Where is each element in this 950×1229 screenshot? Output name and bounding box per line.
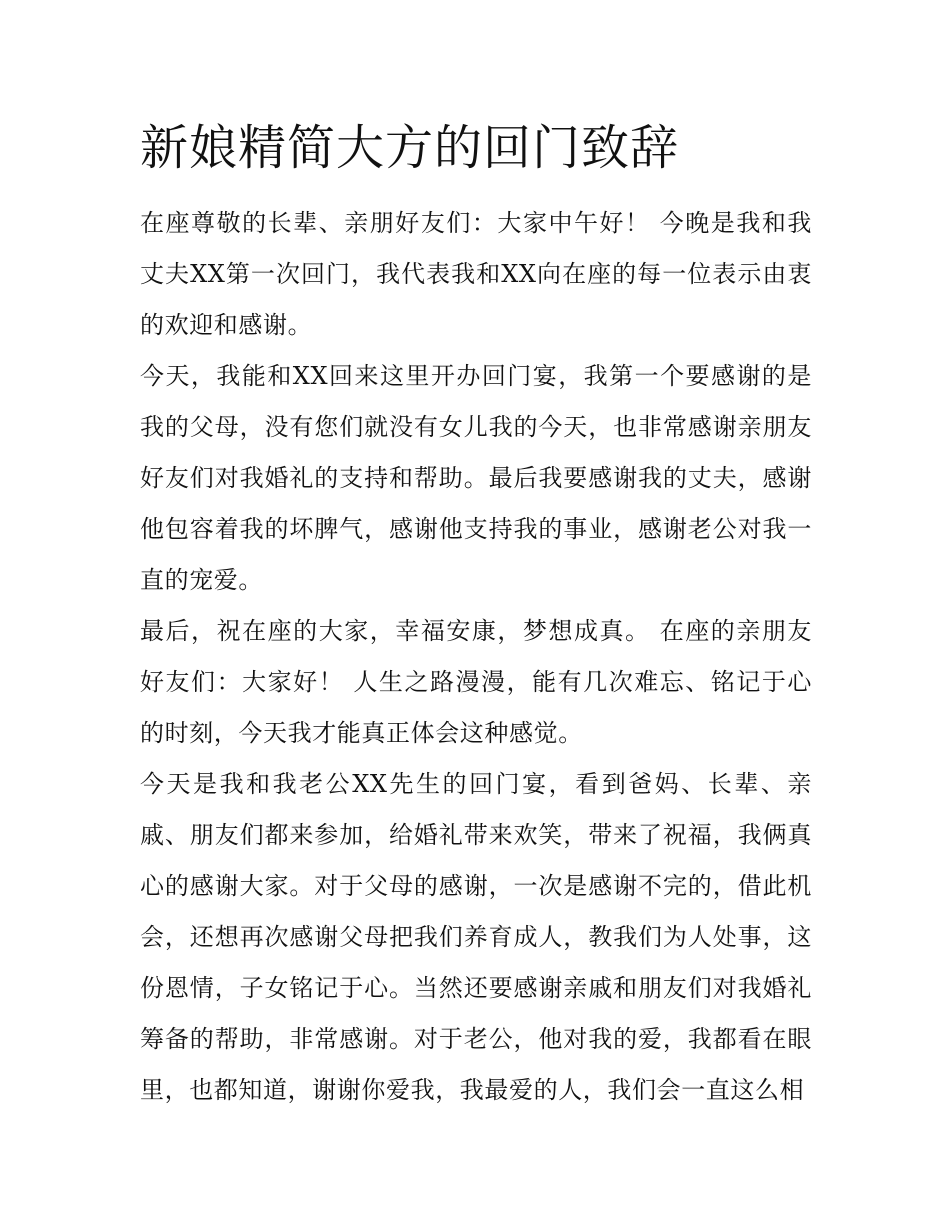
paragraph: 最后，祝在座的大家，幸福安康，梦想成真。 在座的亲朋友好友们：大家好！ 人生之路漫漫，能有几次难忘、铭记于心的时刻，今天我才能真正体会这种感觉。 [140,617,812,747]
document-body [140,198,812,1116]
paragraph: 今天是我和我老公XX先生的回门宴，看到爸妈、长辈、亲戚、朋友们都来参加，给婚礼带来欢笑，带来了祝福，我俩真心的感谢大家。对于父母的感谢，一次是感谢不完的，借此机会，还想再次感谢父母把我们养育成人，教我们为人处事，这份恩情，子女铭记于心。当然还要感谢亲戚和朋友们对我婚礼筹备的帮助，非常感谢。对于老公，他对我的爱，我都看在眼里，也都知道，谢谢你爱我，我最爱的人，我们会一直这么相 [140,770,812,1104]
document-title: 新娘精简大方的回门致辞 [140,120,680,176]
paragraph: 在座尊敬的长辈、亲朋好友们：大家中午好！ 今晚是我和我丈夫XX第一次回门，我代表我和XX向在座的每一位表示由衷的欢迎和感谢。 [140,209,812,339]
paragraph: 今天，我能和XX回来这里开办回门宴，我第一个要感谢的是我的父母，没有您们就没有女儿我的今天，也非常感谢亲朋友好友们对我婚礼的支持和帮助。最后我要感谢我的丈夫，感谢他包容着我的坏脾气，感谢他支持我的事业，感谢老公对我一直的宠爱。 [140,362,812,594]
